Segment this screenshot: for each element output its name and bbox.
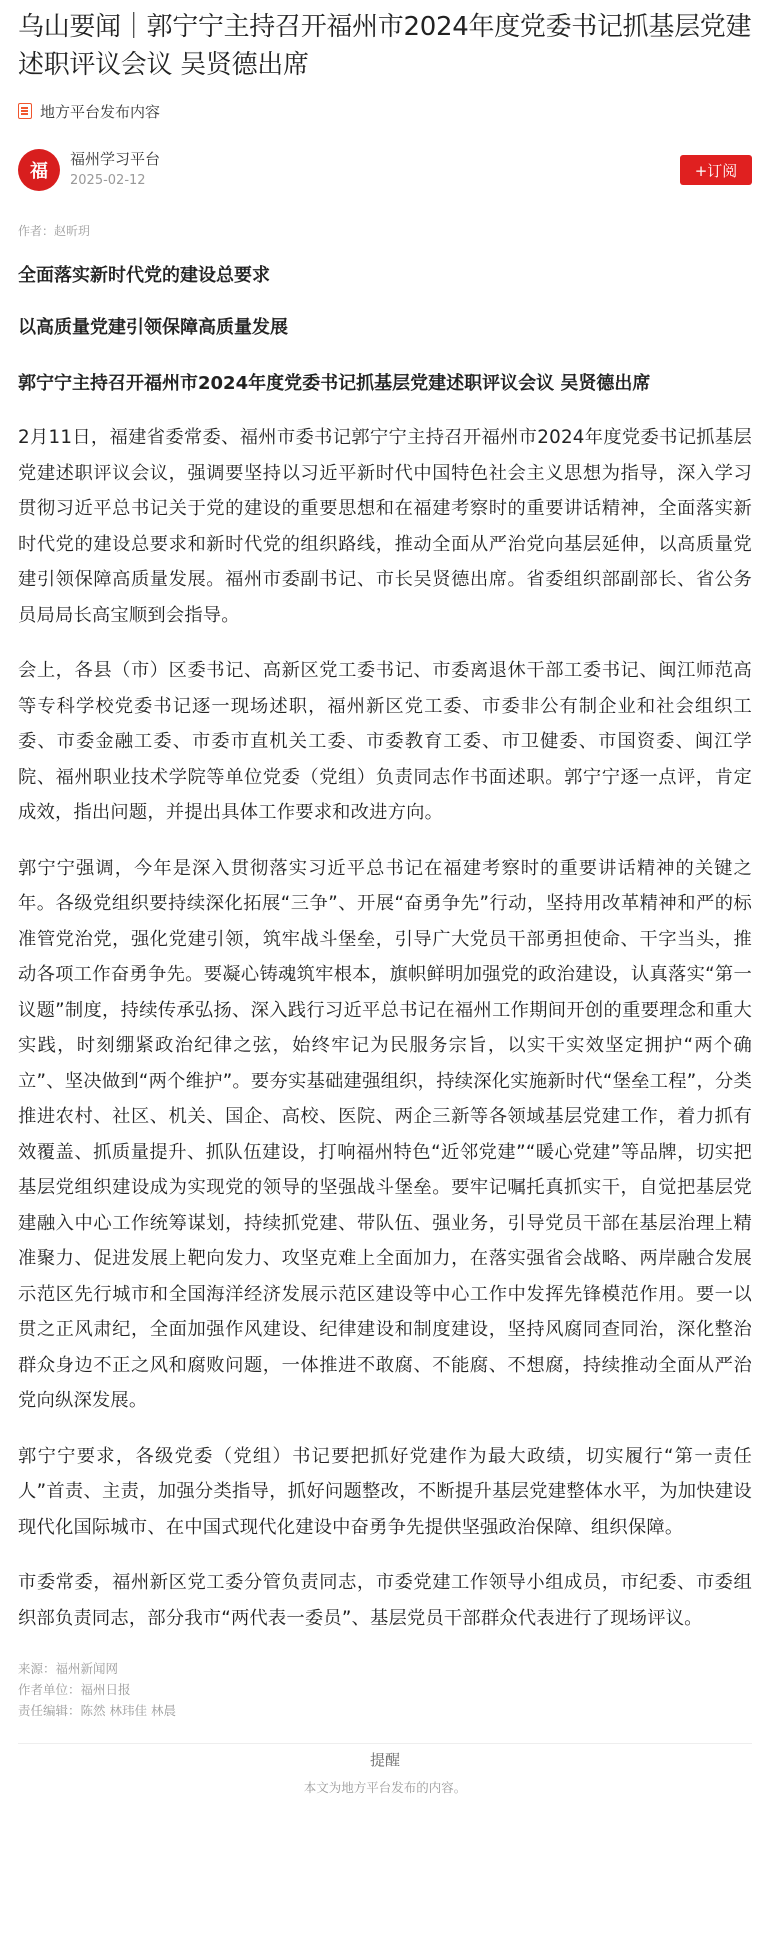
avatar-logo-text: 福 [30, 161, 48, 182]
paragraph-4: 郭宁宁要求，各级党委（党组）书记要把抓好党建作为最大政绩，切实履行“第一责任人”首责、主责，加强分类指导，抓好问题整改，不断提升基层党建整体水平，为加快建设现代化国际城市、在中国式现代化建设中奋勇争先提供坚强政治保障、组织保障。 [18, 1445, 752, 1538]
subscribe-button[interactable]: +订阅 [680, 155, 752, 185]
paragraph-2: 会上，各县（市）区委书记、高新区党工委书记、市委离退休干部工委书记、闽江师范高等专科学校党委书记逐一现场述职，福州新区党工委、市委非公有制企业和社会组织工委、市委金融工委、市委市直机关工委、市委教育工委、市卫健委、市国资委、闽江学院、福州职业技术学院等单位党委（党组）负责同志作书面述职。郭宁宁逐一点评，肯定成效，指出问题，并提出具体工作要求和改进方向。 [18, 660, 752, 823]
headline-3: 郭宁宁主持召开福州市2024年度党委书记抓基层党建述职评议会议 吴贤德出席 [18, 373, 651, 394]
platform-tag [18, 100, 752, 122]
paragraph-5: 市委常委，福州新区党工委分管负责同志，市委党建工作领导小组成员，市纪委、市委组织部负责同志，部分我市“两代表一委员”、基层党员干部群众代表进行了现场评议。 [18, 1572, 752, 1629]
meta-author-unit: 作者单位：福州日报 [18, 1682, 131, 1697]
author-row [18, 148, 752, 192]
reminder-text: 本文为地方平台发布的内容。 [303, 1780, 467, 1795]
publish-date: 2025-02-12 [70, 173, 146, 188]
headline-1: 全面落实新时代党的建设总要求 [18, 265, 270, 286]
document-tag-icon [18, 103, 32, 119]
reminder-box [18, 1743, 752, 1798]
meta-editor: 责任编辑：陈然 林玮佳 林晨 [18, 1703, 176, 1718]
article-title: 乌山要闻｜郭宁宁主持召开福州市2024年度党委书记抓基层党建述职评议会议 吴贤德出席 [18, 12, 752, 80]
reminder-title: 提醒 [369, 1751, 400, 1769]
headline-2: 以高质量党建引领保障高质量发展 [18, 317, 288, 338]
byline: 作者：赵昕玥 [18, 224, 91, 238]
author-info [70, 149, 160, 191]
paragraph-1: 2月11日，福建省委常委、福州市委书记郭宁宁主持召开福州市2024年度党委书记抓基层党建述职评议会议，强调要坚持以习近平新时代中国特色社会主义思想为指导，深入学习贯彻习近平总书记关于党的建设的重要思想和在福建考察时的重要讲话精神，全面落实新时代党的建设总要求和新时代党的组织路线，推动全面从严治党向基层延伸，以高质量党建引领保障高质量发展。福州市委副书记、市长吴贤德出席。省委组织部副部长、省公务员局局长高宝顺到会指导。 [18, 427, 752, 626]
avatar[interactable] [18, 149, 60, 191]
article-meta [18, 1658, 752, 1721]
author-name[interactable]: 福州学习平台 [70, 150, 161, 168]
meta-source: 来源：福州新闻网 [18, 1661, 119, 1676]
paragraph-3: 郭宁宁强调，今年是深入贯彻落实习近平总书记在福建考察时的重要讲话精神的关键之年。各级党组织要持续深化拓展“三争”、开展“奋勇争先”行动，坚持用改革精神和严的标准管党治党，强化党建引领，筑牢战斗堡垒，引导广大党员干部勇担使命、干字当头，推动各项工作奋勇争先。要凝心铸魂筑牢根本，旗帜鲜明加强党的政治建设，认真落实“第一议题”制度，持续传承弘扬、深入践行习近平总书记在福州工作期间开创的重要理念和重大实践，时刻绷紧政治纪律之弦，始终牢记为民服务宗旨，以实干实效坚定拥护“两个确立”、坚决做到“两个维护”。要夯实基础建强组织，持续深化实施新时代“堡垒工程”，分类推进农村、社区、机关、国企、高校、医院、两企三新等各领域基层党建工作，着力抓有效覆盖、抓质量提升、抓队伍建设，打响福州特色“近邻党建”“暖心党建”等品牌，切实把基层党组织建设成为实现党的领导的坚强战斗堡垒。要牢记嘱托真抓实干，自觉把基层党建融入中心工作统筹谋划，持续抓党建、带队伍、强业务，引导党员干部在基层治理上精准聚力、促进发展上靶向发力、攻坚克难上全面加力，在落实强省会战略、两岸融合发展示范区先行城市和全国海洋经济发展示范区建设等中心工作中发挥先锋模范作用。要一以贯之正风肃纪，全面加强作风建设、纪律建设和制度建设，坚持风腐同查同治，深化整治群众身边不正之风和腐败问题，一体推进不敢腐、不能腐、不想腐，持续推动全面从严治党向纵深发展。 [18, 857, 752, 1411]
platform-tag-label: 地方平台发布内容 [40, 102, 161, 121]
